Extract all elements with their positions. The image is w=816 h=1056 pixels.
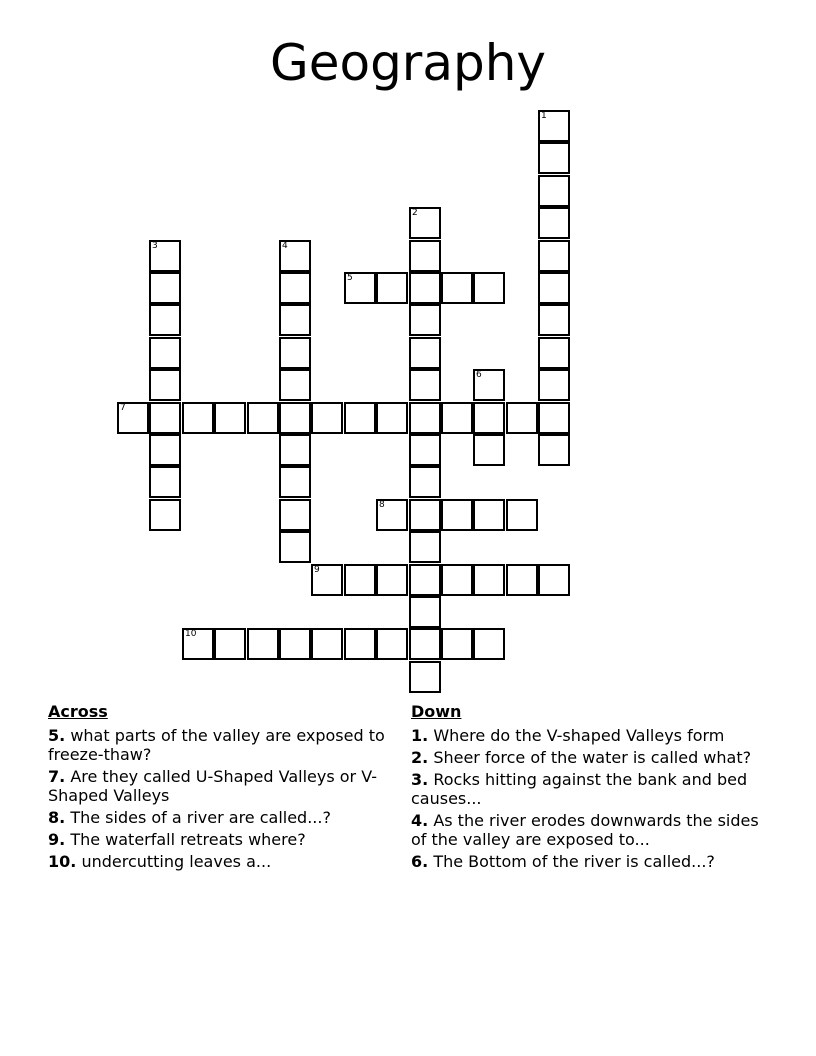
grid-cell[interactable]: [311, 402, 343, 434]
grid-cell[interactable]: [149, 402, 181, 434]
grid-cell[interactable]: [506, 564, 538, 596]
grid-cell[interactable]: [409, 434, 441, 466]
grid-cell[interactable]: [409, 304, 441, 336]
grid-cell[interactable]: [182, 402, 214, 434]
grid-cell[interactable]: [441, 499, 473, 531]
grid-cell[interactable]: [409, 369, 441, 401]
grid-cell[interactable]: [311, 628, 343, 660]
clue-number: 3.: [411, 770, 429, 789]
clue-down-3: [411, 770, 761, 808]
grid-cell[interactable]: [149, 369, 181, 401]
cell-number: 7: [120, 403, 126, 413]
grid-cell[interactable]: [247, 628, 279, 660]
clue-number: 7.: [48, 767, 66, 786]
clue-text: Rocks hitting against the bank and bed causes...: [411, 770, 748, 808]
clue-number: 9.: [48, 830, 66, 849]
grid-cell[interactable]: [149, 304, 181, 336]
grid-cell[interactable]: [376, 564, 408, 596]
grid-cell[interactable]: [279, 272, 311, 304]
grid-cell[interactable]: [473, 564, 505, 596]
grid-cell[interactable]: [279, 402, 311, 434]
grid-cell[interactable]: [149, 240, 181, 272]
grid-cell[interactable]: [279, 369, 311, 401]
grid-cell[interactable]: [473, 272, 505, 304]
clue-text: what parts of the valley are exposed to freeze-thaw?: [48, 726, 385, 764]
grid-cell[interactable]: [441, 402, 473, 434]
grid-cell[interactable]: [149, 272, 181, 304]
cell-number: 6: [476, 370, 482, 380]
clue-down-2: [411, 748, 761, 767]
clue-down-4: [411, 811, 761, 849]
grid-cell[interactable]: [409, 661, 441, 693]
clue-number: 5.: [48, 726, 66, 745]
grid-cell[interactable]: [441, 628, 473, 660]
grid-cell[interactable]: [409, 272, 441, 304]
cell-number: 10: [185, 629, 197, 639]
grid-cell[interactable]: [149, 434, 181, 466]
grid-cell[interactable]: [409, 628, 441, 660]
grid-cell[interactable]: [182, 628, 214, 660]
grid-cell[interactable]: [376, 402, 408, 434]
grid-cell[interactable]: [409, 564, 441, 596]
clue-number: 10.: [48, 852, 77, 871]
grid-cell[interactable]: [214, 628, 246, 660]
clue-text: Are they called U-Shaped Valleys or V-Shaped Valleys: [48, 767, 377, 805]
grid-cell[interactable]: [409, 337, 441, 369]
down-heading: Down: [411, 702, 462, 721]
grid-cell[interactable]: [538, 175, 570, 207]
grid-cell[interactable]: [344, 272, 376, 304]
clue-across-8: [48, 808, 388, 827]
across-clues: [48, 702, 388, 874]
clue-text: undercutting leaves a...: [81, 852, 272, 871]
grid-cell[interactable]: [538, 434, 570, 466]
grid-cell[interactable]: [538, 272, 570, 304]
grid-cell[interactable]: [473, 402, 505, 434]
grid-cell[interactable]: [409, 499, 441, 531]
grid-cell[interactable]: [311, 564, 343, 596]
grid-cell[interactable]: [538, 240, 570, 272]
down-clues: [411, 702, 761, 874]
grid-cell[interactable]: [344, 628, 376, 660]
grid-cell[interactable]: [473, 369, 505, 401]
grid-cell[interactable]: [538, 207, 570, 239]
grid-cell[interactable]: [279, 628, 311, 660]
grid-cell[interactable]: [506, 402, 538, 434]
clue-text: Where do the V-shaped Valleys form: [433, 726, 725, 745]
grid-cell[interactable]: [344, 402, 376, 434]
clue-across-10: [48, 852, 388, 871]
grid-cell[interactable]: [441, 564, 473, 596]
grid-cell[interactable]: [538, 304, 570, 336]
cell-number: 1: [541, 111, 547, 121]
grid-cell[interactable]: [473, 434, 505, 466]
clue-number: 2.: [411, 748, 429, 767]
grid-cell[interactable]: [279, 304, 311, 336]
grid-cell[interactable]: [117, 402, 149, 434]
grid-cell[interactable]: [473, 628, 505, 660]
puzzle-title: Geography: [269, 34, 547, 92]
clue-text: The waterfall retreats where?: [70, 830, 306, 849]
grid-cell[interactable]: [376, 272, 408, 304]
grid-cell[interactable]: [279, 466, 311, 498]
across-heading: Across: [48, 702, 108, 721]
grid-cell[interactable]: [538, 142, 570, 174]
grid-cell[interactable]: [279, 434, 311, 466]
grid-cell[interactable]: [538, 369, 570, 401]
grid-cell[interactable]: [538, 110, 570, 142]
grid-cell[interactable]: [538, 402, 570, 434]
grid-cell[interactable]: [214, 402, 246, 434]
cell-number: 3: [152, 241, 158, 251]
clue-text: The sides of a river are called...?: [70, 808, 331, 827]
grid-cell[interactable]: [409, 207, 441, 239]
cell-number: 5: [347, 273, 353, 283]
clue-text: The Bottom of the river is called...?: [433, 852, 715, 871]
grid-cell[interactable]: [409, 240, 441, 272]
grid-cell[interactable]: [247, 402, 279, 434]
grid-cell[interactable]: [149, 499, 181, 531]
grid-cell[interactable]: [473, 499, 505, 531]
clue-down-6: [411, 852, 761, 871]
clue-across-7: [48, 767, 388, 805]
clue-number: 8.: [48, 808, 66, 827]
clue-number: 6.: [411, 852, 429, 871]
grid-cell[interactable]: [441, 272, 473, 304]
clue-across-9: [48, 830, 388, 849]
cell-number: 2: [412, 208, 418, 218]
cell-number: 4: [282, 241, 288, 251]
grid-cell[interactable]: [409, 596, 441, 628]
grid-cell[interactable]: [376, 499, 408, 531]
clue-across-5: [48, 726, 388, 764]
grid-cell[interactable]: [279, 499, 311, 531]
grid-cell[interactable]: [409, 531, 441, 563]
clue-down-1: [411, 726, 761, 745]
clue-text: As the river erodes downwards the sides of the valley are exposed to...: [411, 811, 759, 849]
grid-cell[interactable]: [506, 499, 538, 531]
clue-text: Sheer force of the water is called what?: [433, 748, 752, 767]
cell-number: 8: [379, 500, 385, 510]
grid-cell[interactable]: [279, 337, 311, 369]
clue-number: 1.: [411, 726, 429, 745]
clue-number: 4.: [411, 811, 429, 830]
grid-cell[interactable]: [149, 466, 181, 498]
grid-cell[interactable]: [538, 337, 570, 369]
grid-cell[interactable]: [538, 564, 570, 596]
grid-cell[interactable]: [279, 531, 311, 563]
grid-cell[interactable]: [409, 402, 441, 434]
grid-cell[interactable]: [149, 337, 181, 369]
grid-cell[interactable]: [409, 466, 441, 498]
cell-number: 9: [314, 565, 320, 575]
grid-cell[interactable]: [344, 564, 376, 596]
grid-cell[interactable]: [279, 240, 311, 272]
grid-cell[interactable]: [376, 628, 408, 660]
